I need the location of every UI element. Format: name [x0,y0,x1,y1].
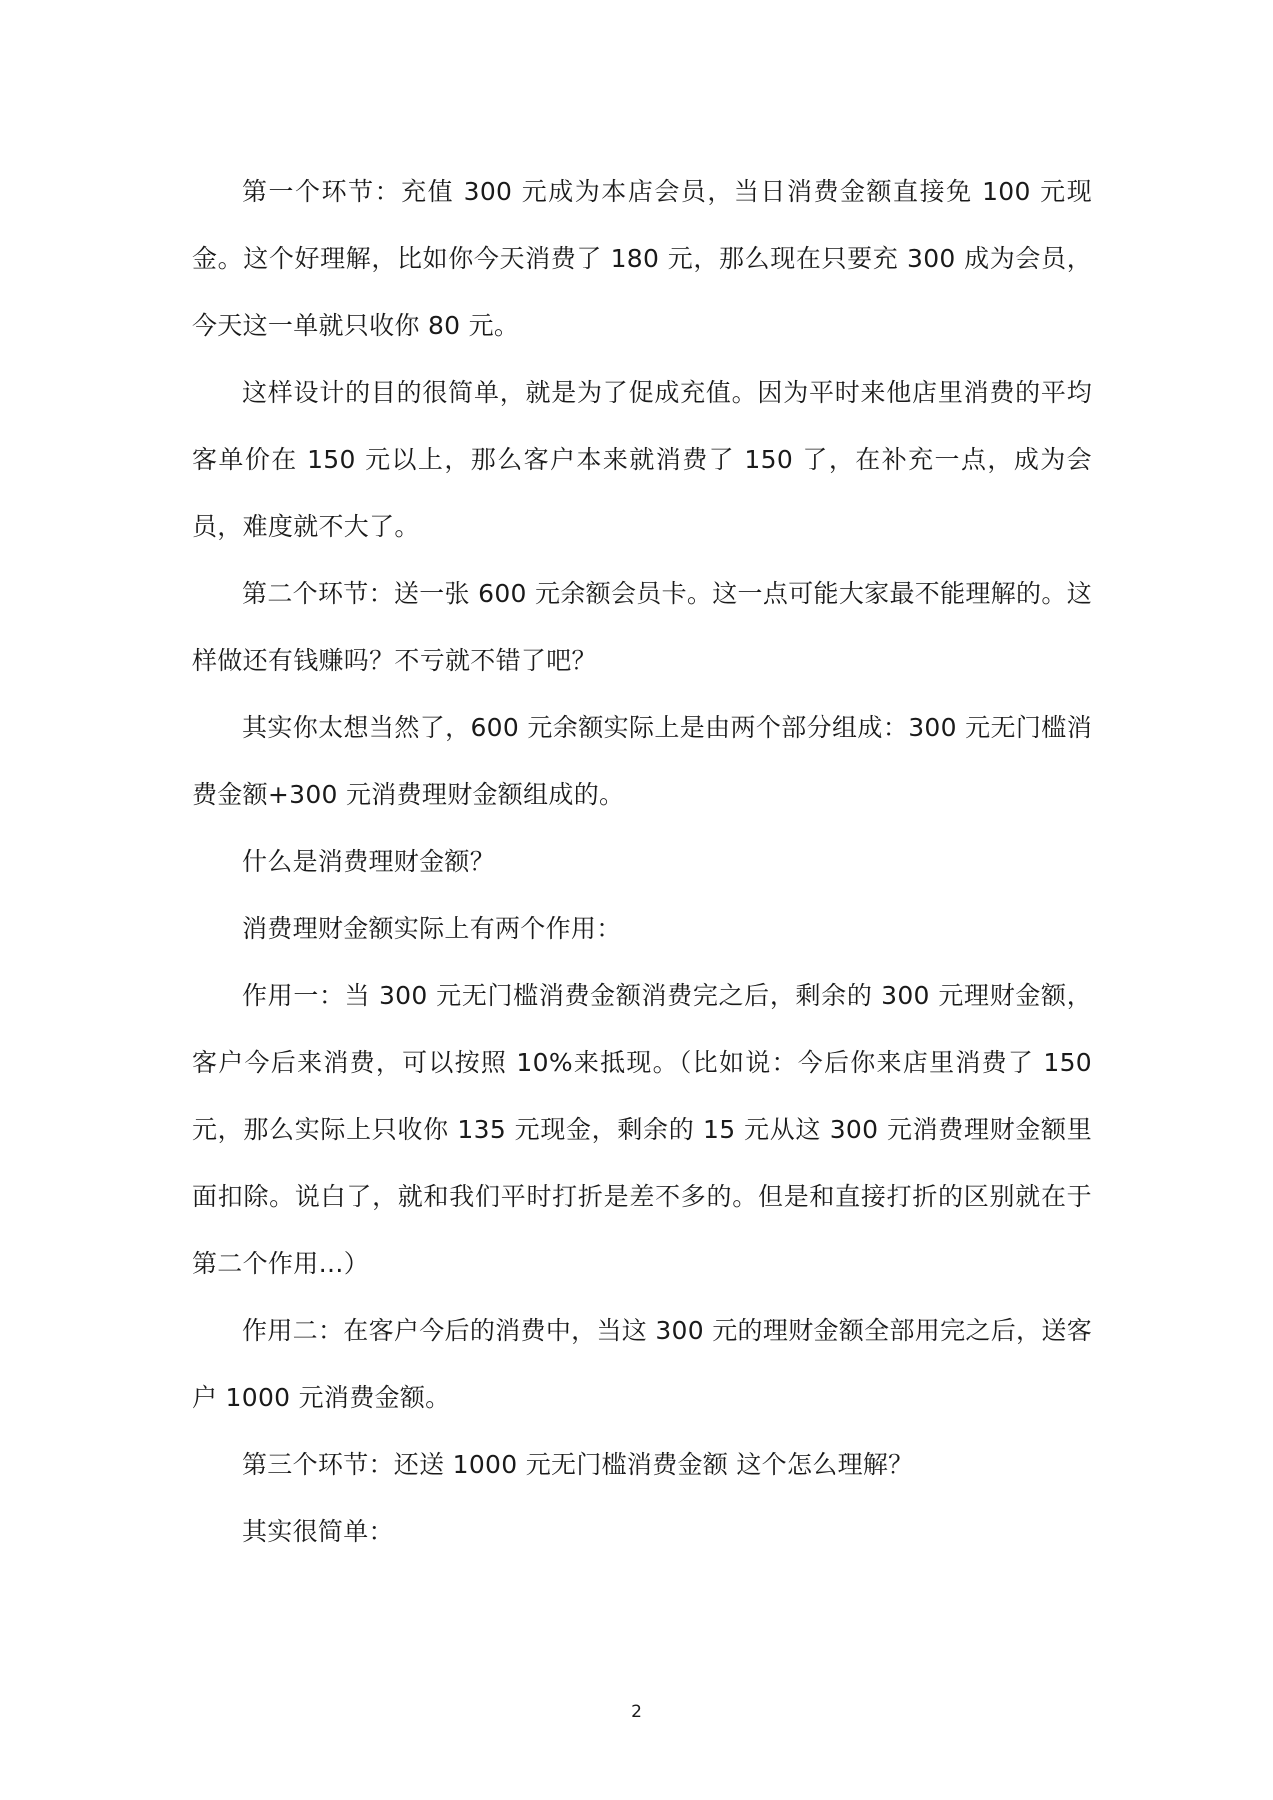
paragraph-8: 作用二：在客户今后的消费中，当这 300 元的理财金额全部用完之后，送客户 1000 元消费金额。 [192,1316,1092,1412]
paragraph-4: 其实你太想当然了，600 元余额实际上是由两个部分组成：300 元无门槛消费金额+300 元消费理财金额组成的。 [192,713,1092,809]
paragraph-9: 第三个环节：还送 1000 元无门槛消费金额 这个怎么理解？ [242,1450,914,1479]
paragraph-2: 这样设计的目的很简单，就是为了促成充值。因为平时来他店里消费的平均客单价在 150 元以上，那么客户本来就消费了 150 了，在补充一点，成为会员，难度就不大了。 [192,378,1092,541]
page-number: 2 [631,1702,642,1722]
paragraph-5: 什么是消费理财金额？ [242,847,496,876]
document-body [192,158,1092,1565]
paragraph-10: 其实很简单： [242,1517,394,1546]
paragraph-7: 作用一：当 300 元无门槛消费金额消费完之后，剩余的 300 元理财金额，客户今后来消费，可以按照 10%来抵现。（比如说：今后你来店里消费了 150 元，那么实际上只收你 135 元现金，剩余的 15 元从这 300 元消费理财金额里面扣除。说白了，就和我们平时打折是差不多的。但是和直接打折的区别就在于第二个作用…） [192,981,1092,1278]
paragraph-1: 第一个环节：充值 300 元成为本店会员，当日消费金额直接免 100 元现金。这个好理解，比如你今天消费了 180 元，那么现在只要充 300 成为会员，今天这一单就只收你 80 元。 [192,177,1092,340]
paragraph-3: 第二个环节：送一张 600 元余额会员卡。这一点可能大家最不能理解的。这样做还有钱赚吗？不亏就不错了吧？ [192,579,1092,675]
paragraph-6: 消费理财金额实际上有两个作用： [242,914,622,943]
